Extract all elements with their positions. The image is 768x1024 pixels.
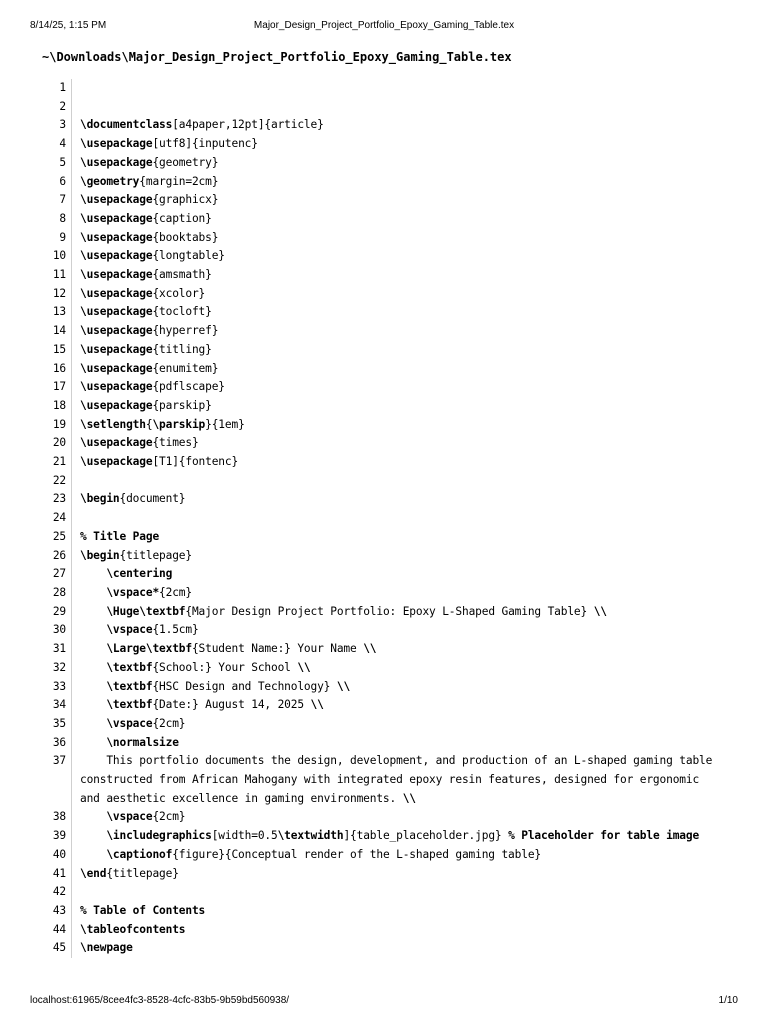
code-line <box>38 490 718 509</box>
code-line <box>38 921 718 940</box>
line-content: \textbf{School:} Your School \\ <box>106 660 311 674</box>
line-number: 25 <box>38 528 72 547</box>
line-content <box>72 98 718 117</box>
line-number: 41 <box>38 865 72 884</box>
line-content: \usepackage{pdflscape} <box>80 380 225 394</box>
line-content: \usepackage{hyperref} <box>80 324 219 338</box>
line-number: 43 <box>38 902 72 921</box>
line-content: \normalsize <box>106 735 179 749</box>
code-line <box>38 247 718 266</box>
line-number: 33 <box>38 678 72 697</box>
line-number: 5 <box>38 154 72 173</box>
code-line <box>38 640 718 659</box>
code-line <box>38 547 718 566</box>
code-line <box>38 603 718 622</box>
line-content: \textbf{HSC Design and Technology} \\ <box>106 679 351 693</box>
code-line <box>38 229 718 248</box>
line-content: \begin{document} <box>80 492 186 506</box>
print-datetime: 8/14/25, 1:15 PM <box>30 20 107 31</box>
line-content <box>72 509 718 528</box>
line-number: 31 <box>38 640 72 659</box>
line-number: 37 <box>38 752 72 808</box>
line-number: 4 <box>38 135 72 154</box>
code-line <box>38 397 718 416</box>
line-content <box>72 883 718 902</box>
line-number: 35 <box>38 715 72 734</box>
line-content: \usepackage{xcolor} <box>80 286 206 300</box>
file-path-heading: ~\Downloads\Major_Design_Project_Portfolio_Epoxy_Gaming_Table.tex <box>42 50 512 64</box>
line-content: \usepackage{caption} <box>80 211 212 225</box>
print-header <box>30 19 738 33</box>
line-content: \vspace*{2cm} <box>106 585 192 599</box>
code-line <box>38 416 718 435</box>
line-content: \vspace{1.5cm} <box>106 623 199 637</box>
line-number: 27 <box>38 565 72 584</box>
line-number: 39 <box>38 827 72 846</box>
code-line <box>38 135 718 154</box>
line-number: 17 <box>38 378 72 397</box>
line-number: 32 <box>38 659 72 678</box>
code-line <box>38 210 718 229</box>
code-line <box>38 696 718 715</box>
code-line <box>38 827 718 846</box>
code-line <box>38 584 718 603</box>
code-line <box>38 865 718 884</box>
line-content: \usepackage{times} <box>80 436 199 450</box>
line-number: 18 <box>38 397 72 416</box>
code-line <box>38 434 718 453</box>
code-line <box>38 453 718 472</box>
code-line <box>38 191 718 210</box>
code-line <box>38 528 718 547</box>
code-line <box>38 509 718 528</box>
line-number: 22 <box>38 472 72 491</box>
line-content: \usepackage{amsmath} <box>80 268 212 282</box>
code-line <box>38 303 718 322</box>
line-content: \Large\textbf{Student Name:} Your Name \\ <box>106 642 377 656</box>
line-content: \begin{titlepage} <box>80 548 192 562</box>
code-line <box>38 659 718 678</box>
code-line <box>38 715 718 734</box>
code-line <box>38 116 718 135</box>
code-line <box>38 154 718 173</box>
line-number: 9 <box>38 229 72 248</box>
line-number: 44 <box>38 921 72 940</box>
line-content: \tableofcontents <box>80 922 186 936</box>
line-number: 24 <box>38 509 72 528</box>
line-content: \includegraphics[width=0.5\textwidth]{table_placeholder.jpg} % Placeholder for table image <box>106 829 700 843</box>
code-listing <box>38 79 718 958</box>
code-line <box>38 98 718 117</box>
line-content: \usepackage{enumitem} <box>80 361 219 375</box>
line-content: \usepackage{booktabs} <box>80 230 219 244</box>
code-line <box>38 808 718 827</box>
line-content: \vspace{2cm} <box>106 810 186 824</box>
line-number: 13 <box>38 303 72 322</box>
line-number: 16 <box>38 360 72 379</box>
code-line <box>38 565 718 584</box>
code-line <box>38 341 718 360</box>
line-content: This portfolio documents the design, development, and production of an L-shaped gaming table constructed from African Mahogany with integrated epoxy resin features, designed for ergonomic and aesthetic excellence in gaming environments. \\ <box>80 754 719 805</box>
line-content: \newpage <box>80 941 133 955</box>
line-number: 29 <box>38 603 72 622</box>
code-line <box>38 472 718 491</box>
print-document-title: Major_Design_Project_Portfolio_Epoxy_Gaming_Table.tex <box>253 20 515 31</box>
line-number: 30 <box>38 621 72 640</box>
line-number: 45 <box>38 939 72 958</box>
line-number: 34 <box>38 696 72 715</box>
code-line <box>38 846 718 865</box>
code-line <box>38 285 718 304</box>
line-content: \usepackage{longtable} <box>80 249 225 263</box>
code-line <box>38 902 718 921</box>
line-number: 36 <box>38 734 72 753</box>
line-number: 38 <box>38 808 72 827</box>
code-line <box>38 734 718 753</box>
code-line <box>38 621 718 640</box>
line-number: 1 <box>38 79 72 98</box>
line-number: 11 <box>38 266 72 285</box>
line-number: 3 <box>38 116 72 135</box>
code-line <box>38 939 718 958</box>
line-content: \vspace{2cm} <box>106 716 186 730</box>
line-content: \usepackage{graphicx} <box>80 193 219 207</box>
line-content: \end{titlepage} <box>80 866 179 880</box>
line-content <box>72 472 718 491</box>
line-number: 12 <box>38 285 72 304</box>
line-content: % Title Page <box>80 529 160 543</box>
line-content <box>72 79 718 98</box>
line-number: 10 <box>38 247 72 266</box>
code-line <box>38 322 718 341</box>
line-number: 2 <box>38 98 72 117</box>
line-number: 14 <box>38 322 72 341</box>
line-content: \usepackage{geometry} <box>80 155 219 169</box>
page-indicator: 1/10 <box>718 995 738 1006</box>
line-number: 21 <box>38 453 72 472</box>
line-content: \usepackage{tocloft} <box>80 305 212 319</box>
line-number: 28 <box>38 584 72 603</box>
line-content: \usepackage[T1]{fontenc} <box>80 455 239 469</box>
line-content: \geometry{margin=2cm} <box>80 174 219 188</box>
line-content: % Table of Contents <box>80 903 206 917</box>
code-line <box>38 883 718 902</box>
line-number: 42 <box>38 883 72 902</box>
line-content: \centering <box>106 567 173 581</box>
line-number: 40 <box>38 846 72 865</box>
print-url: localhost:61965/8cee4fc3-8528-4cfc-83b5-9b59bd560938/ <box>30 995 290 1006</box>
code-line <box>38 378 718 397</box>
line-number: 19 <box>38 416 72 435</box>
line-content: \setlength{\parskip}{1em} <box>80 417 245 431</box>
code-line <box>38 79 718 98</box>
line-number: 20 <box>38 434 72 453</box>
line-number: 6 <box>38 173 72 192</box>
line-number: 26 <box>38 547 72 566</box>
line-number: 8 <box>38 210 72 229</box>
line-content: \textbf{Date:} August 14, 2025 \\ <box>106 698 324 712</box>
print-footer <box>30 994 738 1008</box>
code-line <box>38 360 718 379</box>
line-content: \usepackage{parskip} <box>80 398 212 412</box>
code-line <box>38 173 718 192</box>
line-number: 7 <box>38 191 72 210</box>
line-content: \usepackage[utf8]{inputenc} <box>80 137 258 151</box>
line-content: \documentclass[a4paper,12pt]{article} <box>80 118 324 132</box>
code-line <box>38 266 718 285</box>
code-line <box>38 752 718 808</box>
line-content: \usepackage{titling} <box>80 342 212 356</box>
code-line <box>38 678 718 697</box>
line-number: 15 <box>38 341 72 360</box>
line-number: 23 <box>38 490 72 509</box>
line-content: \captionof{figure}{Conceptual render of the L-shaped gaming table} <box>106 847 541 861</box>
line-content: \Huge\textbf{Major Design Project Portfolio: Epoxy L-Shaped Gaming Table} \\ <box>106 604 607 618</box>
